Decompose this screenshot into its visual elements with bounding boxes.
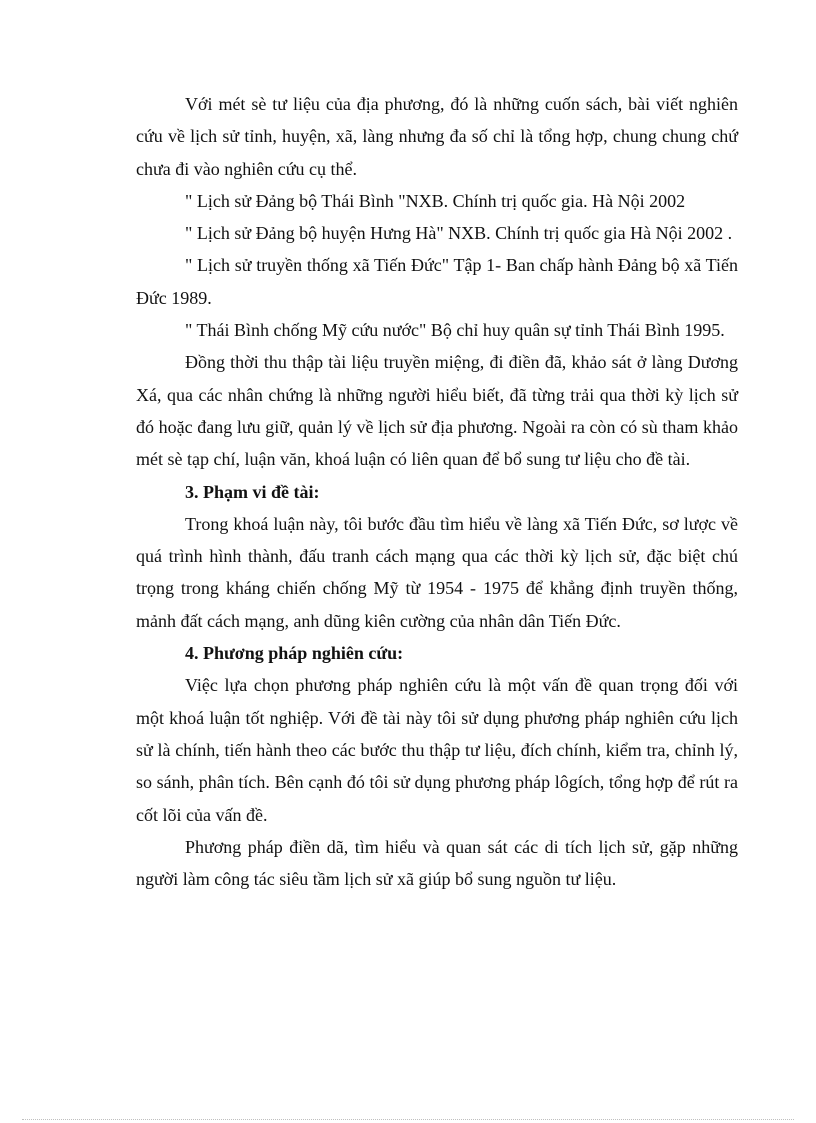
reference-entry: " Lịch sử truyền thống xã Tiến Đức" Tập 1- Ban chấp hành Đảng bộ xã Tiến Đức 1989.: [136, 255, 738, 308]
section-4-heading: 4. Phương pháp nghiên cứu:: [185, 643, 404, 664]
section-4-paragraph: Việc lựa chọn phương pháp nghiên cứu là một vấn đề quan trọng đối với một khoá luận tốt nghiệp. Với đề tài này tôi sử dụng phương pháp nghiên cứu lịch sử là chính, tiến hành theo các bước thu thập tư liệu, đích chính, kiểm tra, chỉnh lý, so sánh, phân tích. Bên cạnh đó tôi sử dụng phương pháp lôgích, tổng hợp để rút ra cốt lõi của vấn đề.: [136, 675, 738, 825]
reference-entry: " Lịch sử Đảng bộ Thái Bình "NXB. Chính trị quốc gia. Hà Nội 2002: [185, 190, 686, 211]
reference-entry: " Lịch sử Đảng bộ huyện Hưng Hà" NXB. Chính trị quốc gia Hà Nội 2002 .: [185, 223, 733, 244]
reference-entry: " Thái Bình chống Mỹ cứu nước" Bộ chỉ huy quân sự tỉnh Thái Bình 1995.: [185, 320, 725, 341]
sources-paragraph: Đồng thời thu thập tài liệu truyền miệng, đi điền đã, khảo sát ở làng Dương Xá, qua các nhân chứng là những người hiểu biết, đã từng trải qua thời kỳ lịch sử đó hoặc đang lưu giữ, quản lý về lịch sử địa phương. Ngoài ra còn có sù tham khảo mét sè tạp chí, luận văn, khoá luận có liên quan để bổ sung tư liệu cho đề tài.: [136, 352, 738, 470]
section-3-heading: 3. Phạm vi đề tài:: [185, 481, 320, 502]
section-3-paragraph: Trong khoá luận này, tôi bước đầu tìm hiểu về làng xã Tiến Đức, sơ lược về quá trình hình thành, đấu tranh cách mạng qua các thời kỳ lịch sử, đặc biệt chú trọng trong kháng chiến chống Mỹ từ 1954 - 1975 để khẳng định truyền thống, mảnh đất cách mạng, anh dũng kiên cường của nhân dân Tiến Đức.: [136, 513, 738, 631]
document-page: [136, 88, 738, 895]
section-4-paragraph: Phương pháp điền dã, tìm hiểu và quan sát các di tích lịch sử, gặp những người làm công tác siêu tầm lịch sử xã giúp bổ sung nguồn tư liệu.: [136, 836, 738, 890]
page-bottom-rule: [22, 1119, 794, 1120]
intro-paragraph: Với mét sè tư liệu của địa phương, đó là những cuốn sách, bài viết nghiên cứu về lịch sử tỉnh, huyện, xã, làng nhưng đa số chỉ là tổng hợp, chung chung chứ chưa đi vào nghiên cứu cụ thể.: [136, 94, 738, 179]
